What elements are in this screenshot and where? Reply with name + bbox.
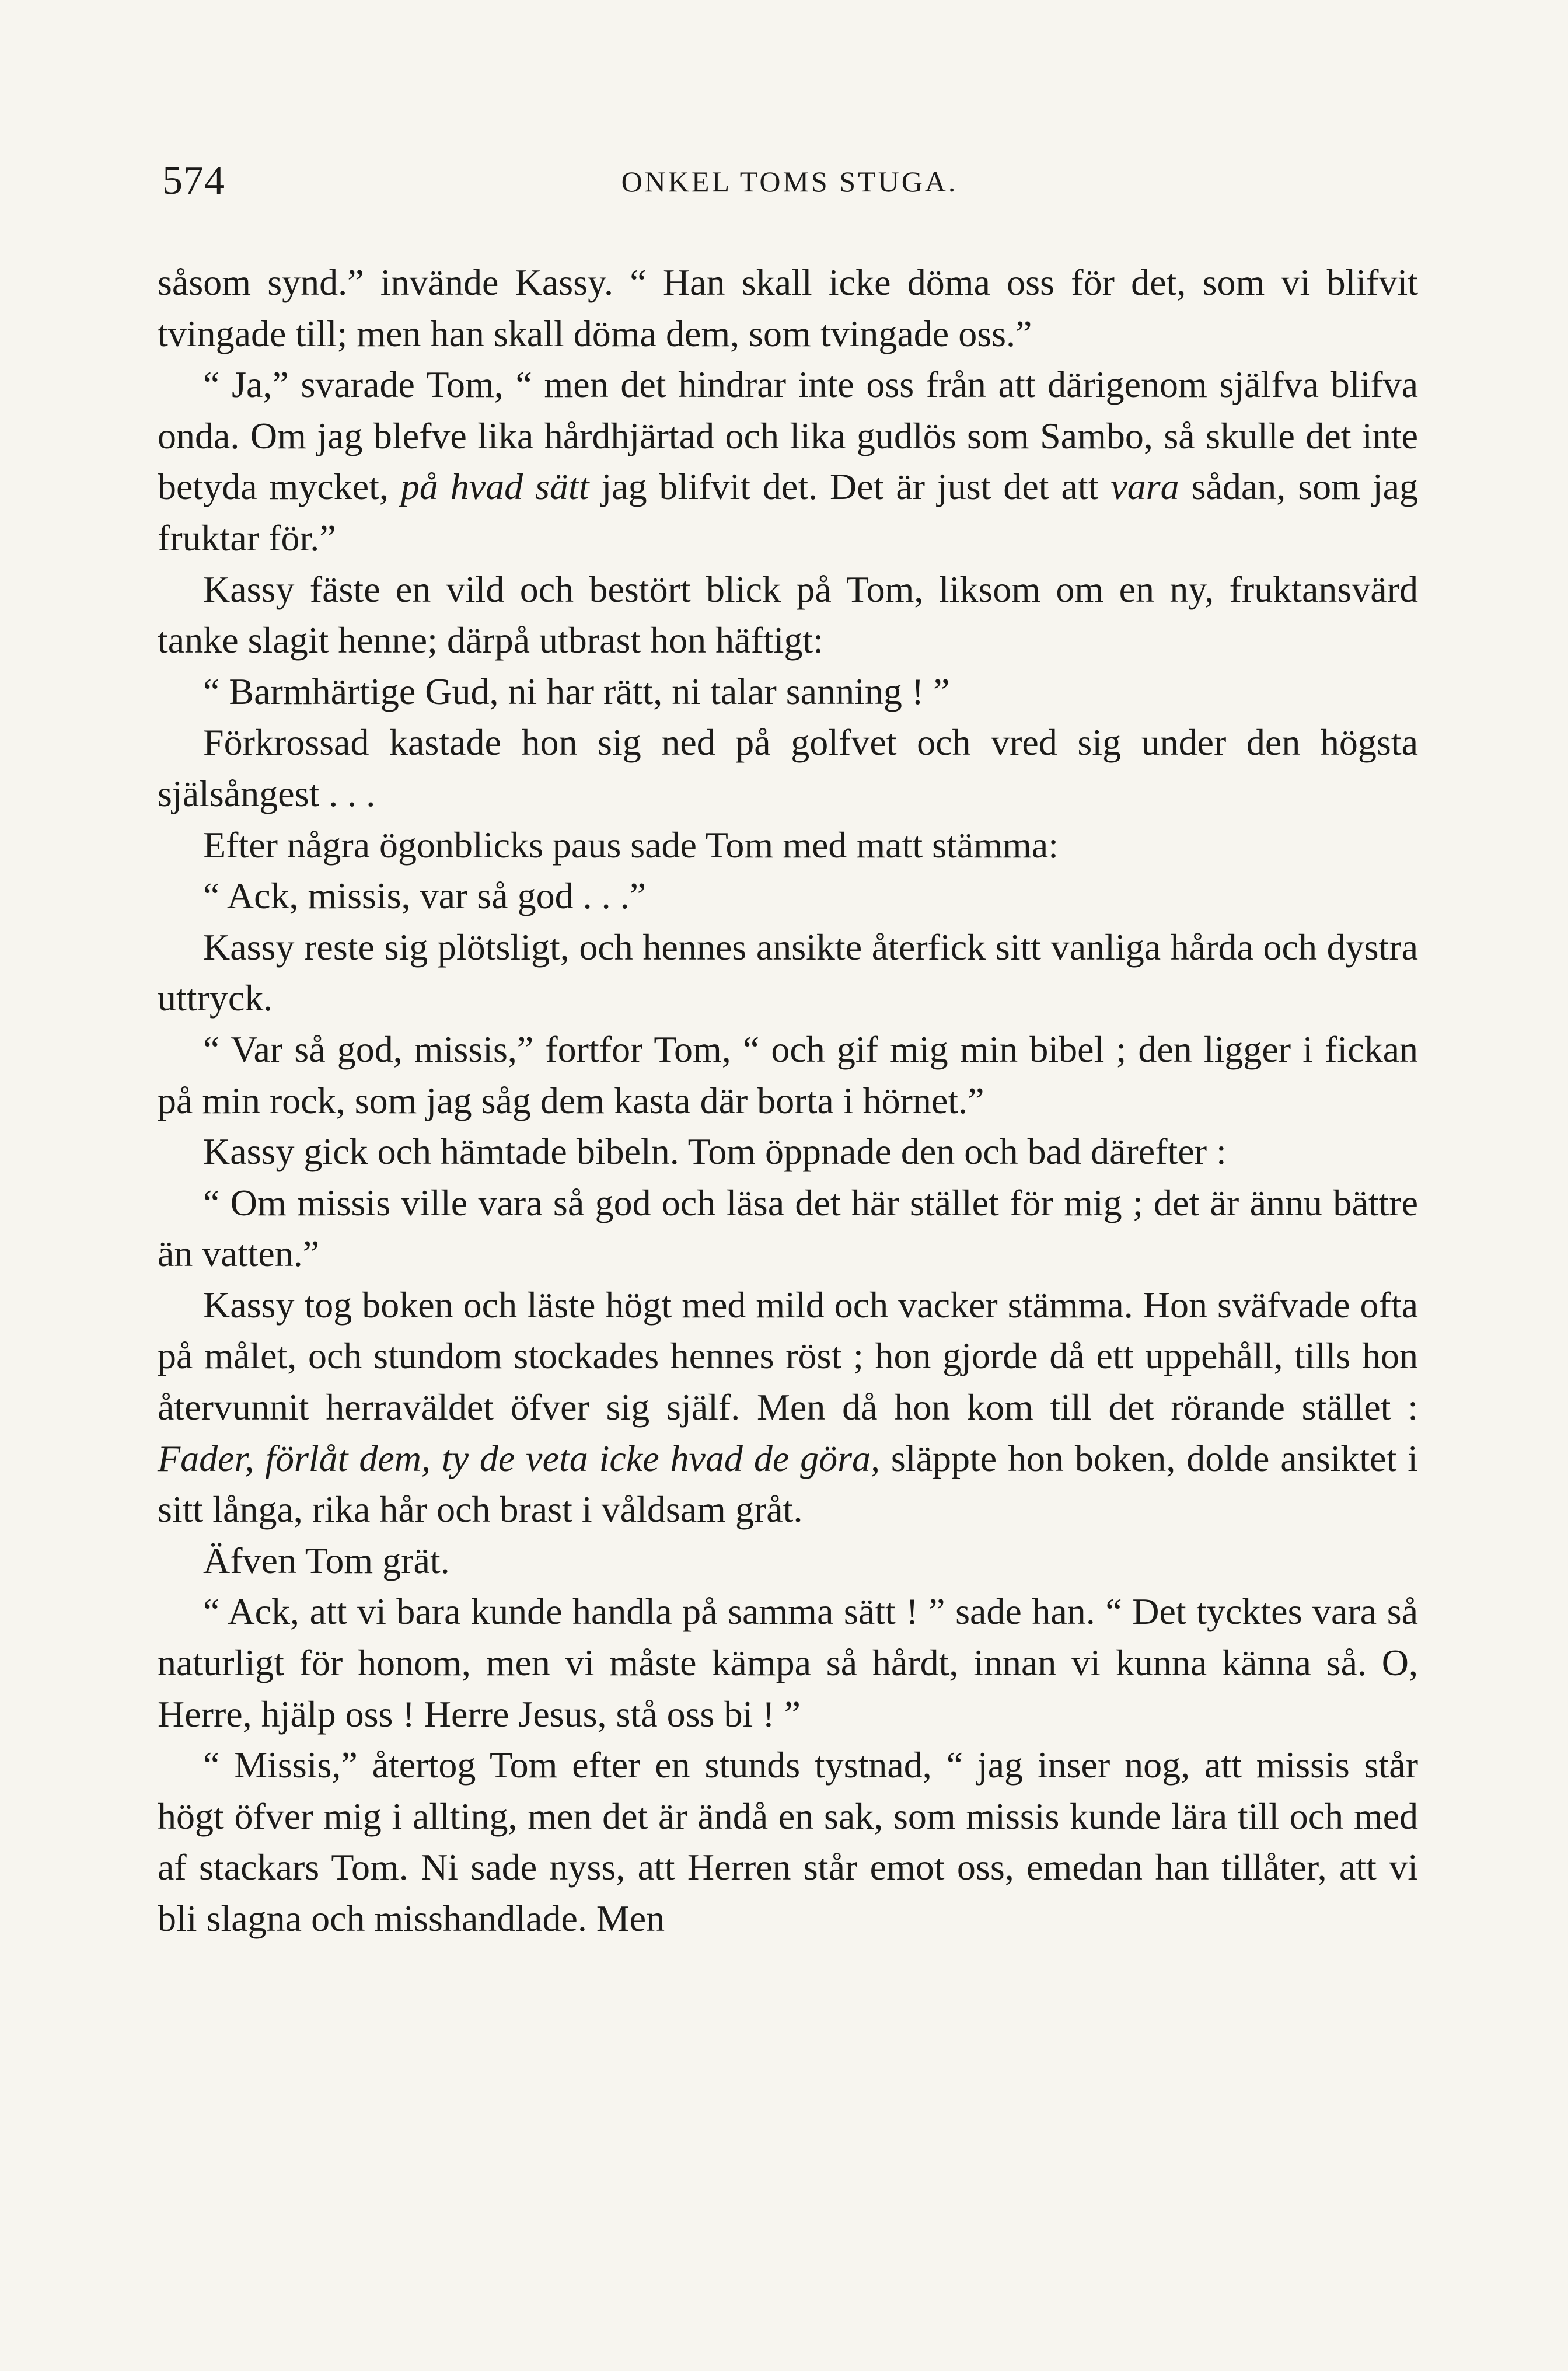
paragraph [158,1739,1418,1944]
italic-text: vara [1110,466,1179,508]
paragraph [158,717,1418,819]
paragraph [158,1279,1418,1535]
text-run: sådan, som jag fruktar för.” [158,466,1419,559]
paragraph [158,820,1418,871]
text-run: “ Ack, att vi bara kunde handla på samma sätt ! ” sade han. “ Det tycktes vara så naturligt för honom, men vi måste kämpa så hårdt, innan vi kunna känna så. O, Herre, hjälp oss ! Herre Jesus, stå oss bi ! ” [158,1591,1418,1735]
text-run: “ Missis,” återtog Tom efter en stunds tystnad, “ jag inser nog, att missis står högt öfver mig i allting, men det är ändå en sak, som missis kunde lära till och med af stackars Tom. Ni sade nyss, att Herren står emot oss, emedan han tillåter, att vi bli slagna och misshandlade. Men [158,1744,1418,1939]
text-run: “ Ack, missis, var så god . . .” [203,875,646,917]
paragraph [158,257,1418,359]
text-run: Kassy fäste en vild och bestört blick på Tom, liksom om en ny, fruktansvärd tanke slagit henne; därpå utbrast hon häftigt: [158,568,1418,661]
paragraph [158,1024,1418,1126]
text-run: Förkrossad kastade hon sig ned på golfvet och vred sig under den högsta själsångest . . . [158,721,1418,814]
italic-text: på hvad sätt [400,466,589,508]
paragraph [158,564,1418,666]
text-run: släppte hon boken, dolde ansiktet i sitt långa, rika hår och brast i våldsam gråt. [158,1437,1419,1530]
page-number: 574 [162,158,225,203]
running-title: ONKEL TOMS STUGA. [621,165,958,198]
text-run: “ Ja,” svarade Tom, “ men det hindrar inte oss från att därigenom själfva blifva onda. Om jag blefve lika hårdhjärtad och lika gudlös som Sambo, så skulle det inte betyda mycket, [158,364,1418,508]
paragraph [158,1586,1418,1739]
text-run: Äfven Tom grät. [203,1539,450,1581]
page-header [156,158,1423,210]
paragraph [158,1177,1418,1279]
paragraph [158,870,1418,922]
text-run: Kassy tog boken och läste högt med mild och vacker stämma. Hon sväfvade ofta på målet, och stundom stockades hennes röst ; hon gjorde då ett uppehåll, tills hon återvunnit herraväldet öfver sig själf. Men då hon kom till det rörande stället : [158,1284,1418,1428]
text-run: “ Var så god, missis,” fortfor Tom, “ och gif mig min bibel ; den ligger i fickan på min rock, som jag såg dem kasta där borta i hörnet.” [158,1028,1418,1121]
text-run: såsom synd.” invände Kassy. “ Han skall icke döma oss för det, som vi blifvit tvingade till; men han skall döma dem, som tvingade oss.” [158,261,1418,354]
italic-text: Fader, förlåt dem, ty de veta icke hvad de göra, [158,1437,881,1479]
text-run: Kassy reste sig plötsligt, och hennes ansikte återfick sitt vanliga hårda och dystra uttryck. [158,926,1418,1019]
paragraph [158,1126,1418,1177]
text-run: Efter några ögonblicks paus sade Tom med matt stämma: [203,824,1059,866]
text-run: “ Om missis ville vara så god och läsa det här stället för mig ; det är ännu bättre än vatten.” [158,1181,1418,1275]
paragraph [158,359,1418,563]
paragraph [158,922,1418,1024]
text-body [158,257,1418,1944]
text-run: Kassy gick och hämtade bibeln. Tom öppnade den och bad därefter : [203,1131,1227,1173]
paragraph [158,1535,1418,1587]
text-run: jag blifvit det. Det är just det att [589,466,1111,508]
text-run: “ Barmhärtige Gud, ni har rätt, ni talar sanning ! ” [203,670,950,712]
paragraph [158,666,1418,717]
